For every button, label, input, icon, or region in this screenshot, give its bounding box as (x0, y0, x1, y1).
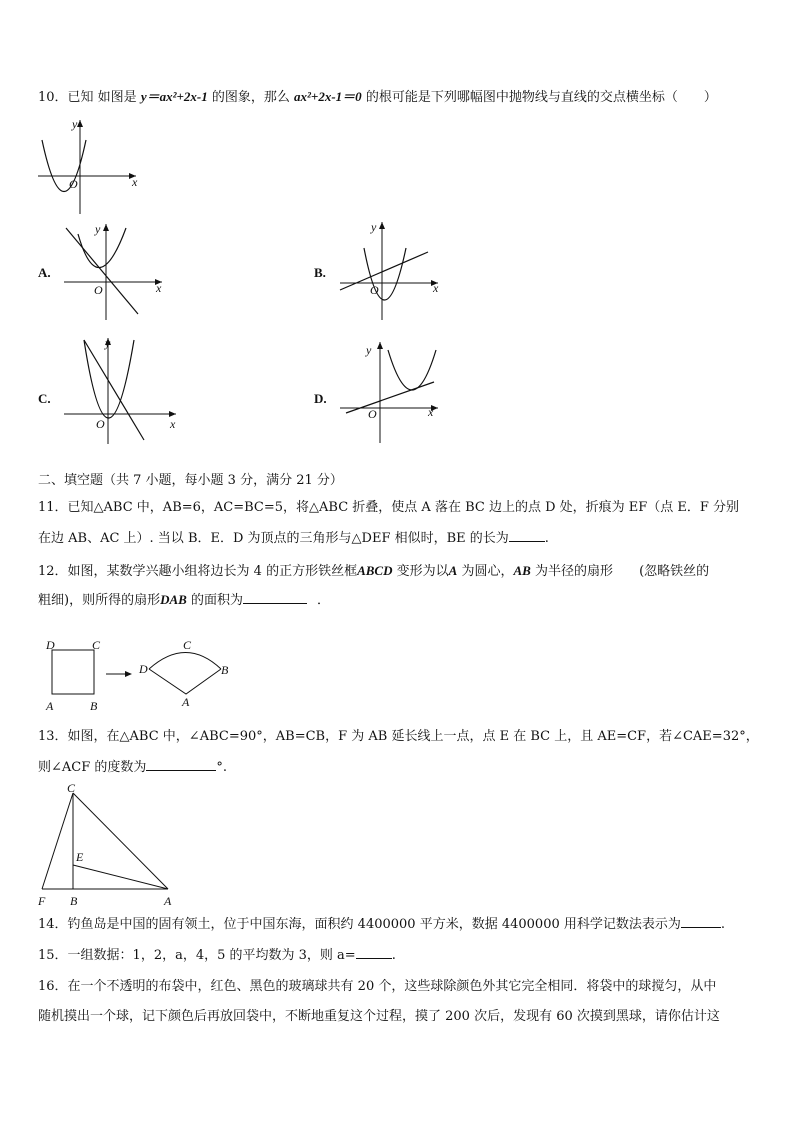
q13-line1: 13．如图，在△ABC 中，∠ABC=90°，AB=CB，F 为 AB 延长线上一点，点 E 在 BC 上，且 AE=CF，若∠CAE=32°， (38, 729, 759, 744)
q14-answer-blank[interactable] (681, 915, 721, 928)
q10-text-pre: 已知 如图是 (67, 90, 137, 105)
option-d-origin-label: O (368, 407, 377, 421)
option-d-label: D. (314, 391, 327, 406)
option-b-graph (338, 220, 453, 320)
option-a-y-label: y (95, 222, 101, 236)
q16-line2: 随机摸出一个球，记下颜色后再放回袋中，不断地重复这个过程，摸了 200 次后，发现有 60 次摸到黑球，请你估计这 (38, 1009, 720, 1024)
q10-text-post: 的根可能是下列哪幅图中抛物线与直线的交点横坐标（ ） (365, 90, 717, 105)
q10-text-mid: 的图象，那么 (211, 90, 290, 105)
q15-end: . (391, 948, 396, 963)
q12-figure (44, 638, 244, 713)
option-c-label: C. (38, 391, 51, 406)
q12-text-e: (忽略铁丝的 (639, 564, 710, 579)
option-a-x-label: x (156, 281, 162, 295)
q14 (38, 915, 725, 934)
option-b-label: B. (314, 265, 326, 280)
option-a-graph (62, 222, 177, 322)
option-d-graph (338, 340, 463, 445)
q11-end: . (544, 531, 549, 546)
q12-line2 (38, 591, 330, 610)
q12-sector-label-b: B (221, 663, 229, 677)
q12-sector-label-a: A (182, 695, 190, 709)
q12-label-a: A (46, 699, 54, 713)
q12-text-a: 12．如图，某数学兴趣小组将边长为 4 的正方形铁丝框 (38, 564, 358, 579)
q11-line2 (38, 529, 549, 548)
q15-answer-blank[interactable] (356, 946, 392, 959)
q12-text-c: 为圆心， (461, 564, 514, 579)
option-b-x-label: x (433, 281, 439, 295)
option-c-x-label: x (170, 417, 176, 431)
q11-line2-text: 在边 AB、AC 上）. 当以 B．E．D 为顶点的三角形与△DEF 相似时，BE 的长为 (38, 531, 509, 546)
option-d-x-label: x (428, 405, 434, 419)
option-b-origin-label: O (370, 283, 379, 297)
q12-end: ． (316, 593, 330, 608)
option-a-origin-label: O (94, 283, 103, 297)
q10-x-label: x (132, 175, 138, 189)
q12-a: A (448, 563, 458, 578)
q16-line1: 16．在一个不透明的布袋中，红色、黑色的玻璃球共有 20 个，这些球除颜色外其它完全相同．将袋中的球搅匀，从中 (38, 979, 717, 994)
q13-line2-text: 则∠ACF 的度数为 (38, 760, 147, 775)
q12-line1 (38, 562, 709, 581)
q10-equation: ax²+2x-1＝0 (294, 89, 362, 104)
q13-label-a: A (164, 894, 172, 908)
q13-figure (36, 783, 186, 908)
q13-end: °. (216, 760, 228, 775)
q12-abcd: ABCD (357, 563, 393, 578)
q12-text-b: 变形为以 (396, 564, 449, 579)
q11-line1: 11．已知△ABC 中，AB=6，AC=BC=5，将△ABC 折叠，使点 A 落在 BC 边上的点 D 处，折痕为 EF（点 E．F 分别 (38, 500, 740, 515)
q12-label-b: B (90, 699, 98, 713)
q15 (38, 946, 396, 965)
q13-label-c: C (67, 781, 76, 795)
q15-text: 15．一组数据：1，2，a，4，5 的平均数为 3，则 a= (38, 948, 356, 963)
q10-main-graph (36, 118, 146, 218)
q12-label-d: D (46, 638, 55, 652)
option-c-origin-label: O (96, 417, 105, 431)
option-c-y-label: y (105, 336, 111, 350)
q12-dab: DAB (160, 592, 187, 607)
q10-number: 10． (38, 90, 68, 105)
option-b-y-label: y (371, 220, 377, 234)
q12-label-c: C (92, 638, 101, 652)
q12-sector-label-d: D (139, 662, 148, 676)
section-heading: 二、填空题（共 7 小题，每小题 3 分，满分 21 分） (38, 473, 343, 488)
q13-label-b: B (70, 894, 78, 908)
option-a-label: A. (38, 265, 51, 280)
option-d-y-label: y (366, 343, 372, 357)
option-c-graph (62, 336, 187, 446)
q14-text: 14．钓鱼岛是中国的固有领土，位于中国东海，面积约 4400000 平方米，数据 4400000 用科学记数法表示为 (38, 917, 681, 932)
q12-text-g: 的面积为 (190, 593, 243, 608)
q13-answer-blank[interactable] (146, 758, 216, 771)
q12-ab: AB (513, 563, 531, 578)
q12-text-f: 粗细)，则所得的扇形 (38, 593, 161, 608)
q10-origin-label: O (69, 177, 78, 191)
q12-answer-blank[interactable] (243, 591, 307, 604)
q13-line2 (38, 758, 227, 777)
q12-text-d: 为半径的扇形 (534, 564, 613, 579)
q12-sector-label-c: C (183, 638, 192, 652)
q10-function: y＝ax²+2x-1 (140, 89, 208, 104)
q13-label-e: E (76, 850, 84, 864)
q10-stem (38, 88, 717, 107)
q13-label-f: F (38, 894, 46, 908)
q14-end: . (720, 917, 726, 932)
q11-answer-blank[interactable] (509, 529, 545, 542)
q10-y-label: y (72, 117, 78, 131)
